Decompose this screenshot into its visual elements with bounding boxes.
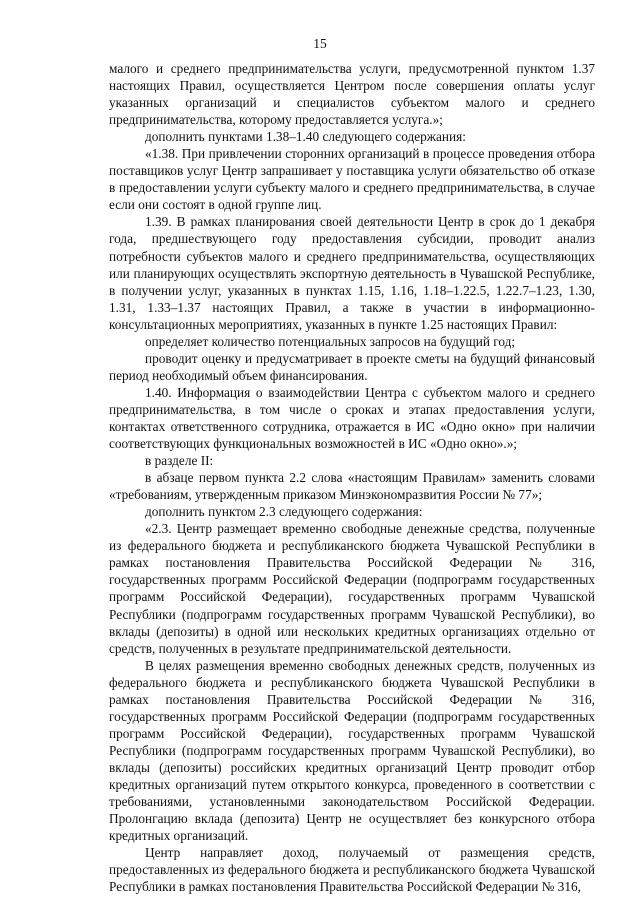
paragraph: «1.38. При привлечении сторонних организаций в процессе проведения отбора поставщиков услуг Центр запрашивает у поставщика услуги обязательство об отказе в предоставлении услуги субъекту малого и среднего предпринимательства, в случае если они состоят в одной группе лиц. — [109, 146, 595, 213]
paragraph: дополнить пунктами 1.38–1.40 следующего содержания: — [145, 129, 466, 145]
paragraph: в абзаце первом пункта 2.2 слова «настоящим Правилам» заменить словами «требованиям, утвержденным приказом Минэкономразвития России № 77»; — [109, 470, 595, 503]
paragraph: «2.3. Центр размещает временно свободные денежные средства, полученные из федерального бюджета и республиканского бюджета Чувашской Республики в рамках постановления Правительства Российской Федерации № 316, государственных программ Российской Федерации (подпрограмм государственных программ Российской Федерации), государственных программ Чувашской Республики (подпрограмм государственных программ Чувашской Республики), во вклады (депозиты) в одной или нескольких кредитных организациях отдельно от средств, полученных в результате предпринимательской деятельности. — [109, 521, 595, 656]
paragraph: в разделе II: — [145, 453, 214, 469]
paragraph: определяет количество потенциальных запросов на будущий год; — [145, 333, 516, 349]
paragraph: малого и среднего предпринимательства услуги, предусмотренной пунктом 1.37 настоящих Правил, осуществляется Центром после совершения оплаты услуг указанных организаций и специалистов субъектом малого и среднего предпринимательства, которому предоставляется услуга.»; — [109, 61, 595, 128]
paragraph: дополнить пунктом 2.3 следующего содержания: — [145, 504, 423, 520]
page-number: 15 — [313, 36, 327, 51]
paragraph: проводит оценку и предусматривает в проекте сметы на будущий финансовый период необходимый объем финансирования. — [109, 350, 595, 383]
paragraph: Центр направляет доход, получаемый от размещения средств, предоставленных из федерального бюджета и республиканского бюджета Чувашской Республики в рамках постановления Правительства Российской Федерации № 316, — [109, 845, 595, 895]
document-body — [109, 60, 595, 895]
paragraph: 1.40. Информация о взаимодействии Центра с субъектом малого и среднего предпринимательства, в том числе о сроках и этапах предоставления услуги, контактах ответственного сотрудника, отражается в ИС «Одно окно» при наличии соответствующих функциональных возможностей в ИС «Одно окно».»; — [109, 384, 595, 452]
paragraph: 1.39. В рамках планирования своей деятельности Центр в срок до 1 декабря года, предшествующего году предоставления субсидии, проводит анализ потребности субъектов малого и среднего предпринимательства, осуществляющих или планирующих осуществлять экспортную деятельность в Чувашской Республике, в получении услуг, указанных в пунктах 1.15, 1.16, 1.18–1.22.5, 1.22.7–1.23, 1.30, 1.31, 1.33–1.37 настоящих Правил, а также в участии в информационно-консультационных мероприятиях, указанных в пункте 1.25 настоящих Правил: — [109, 214, 595, 332]
paragraph: В целях размещения временно свободных денежных средств, полученных из федерального бюджета и республиканского бюджета Чувашской Республики в рамках постановления Правительства Российской Федерации № 316, государственных программ Российской Федерации (подпрограмм государственных программ Российской Федерации), государственных программ Чувашской Республики (подпрограмм государственных программ Чувашской Республики), во вклады (депозиты) российских кредитных организаций Центр проводит отбор кредитных организаций путем открытого конкурса, проведенного в соответствии с требованиями, установленными законодательством Российской Федерации. Пролонгацию вклада (депозита) Центр не осуществляет без конкурсного отбора кредитных организаций. — [109, 657, 595, 844]
